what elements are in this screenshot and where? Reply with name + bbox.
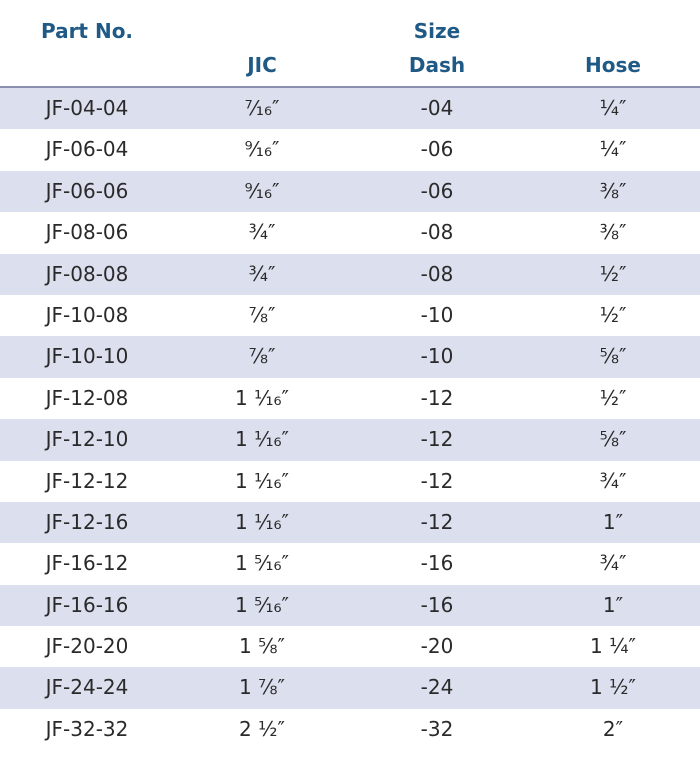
cell-hose: ⅜″	[599, 220, 627, 245]
cell-part-no: JF-06-06	[45, 178, 129, 203]
cell-hose: 1 ¼″	[590, 634, 636, 659]
cell-part-no: JF-32-32	[45, 716, 129, 741]
cell-dash: -12	[420, 509, 454, 534]
table-row	[0, 419, 700, 460]
cell-part-no: JF-06-04	[45, 137, 129, 162]
table-row	[0, 378, 700, 419]
cell-dash: -10	[420, 302, 454, 327]
cell-dash: -12	[420, 385, 454, 410]
cell-jic: 1 ⁵⁄₁₆″	[235, 551, 289, 576]
cell-part-no: JF-08-08	[45, 261, 129, 286]
cell-dash: -12	[420, 427, 454, 452]
cell-dash: -32	[420, 716, 454, 741]
cell-dash: -06	[420, 137, 454, 162]
cell-hose: ¾″	[599, 551, 627, 576]
cell-hose: 1″	[602, 592, 624, 617]
cell-part-no: JF-24-24	[45, 675, 129, 700]
header-dash: Dash	[408, 53, 466, 77]
cell-dash: -12	[420, 468, 454, 493]
table-row	[0, 585, 700, 626]
cell-jic: ⁷⁄₁₆″	[244, 96, 280, 120]
cell-part-no: JF-04-04	[45, 96, 129, 120]
cell-hose: ⅝″	[599, 427, 627, 452]
cell-dash: -08	[420, 220, 454, 245]
cell-jic: ¾″	[248, 220, 276, 245]
table-row	[0, 295, 700, 336]
cell-jic: 1 ¹⁄₁₆″	[235, 385, 289, 410]
cell-jic: 1 ¹⁄₁₆″	[235, 427, 289, 452]
cell-dash: -06	[420, 178, 454, 203]
cell-part-no: JF-10-08	[45, 302, 129, 327]
cell-part-no: JF-12-10	[45, 427, 129, 452]
cell-jic: 1 ¹⁄₁₆″	[235, 468, 289, 493]
cell-hose: ¼″	[599, 96, 627, 120]
header-jic: JIC	[247, 53, 277, 77]
cell-dash: -10	[420, 344, 454, 369]
cell-jic: 1 ¹⁄₁₆″	[235, 509, 289, 534]
table-row	[0, 543, 700, 584]
cell-hose: ½″	[599, 385, 627, 410]
cell-part-no: JF-08-06	[45, 220, 129, 245]
cell-hose: ⅜″	[599, 178, 627, 203]
header-hose: Hose	[585, 53, 641, 77]
cell-part-no: JF-12-12	[45, 468, 129, 493]
cell-jic: 2 ½″	[239, 716, 285, 741]
cell-part-no: JF-16-12	[45, 551, 129, 576]
cell-hose: ⅝″	[599, 344, 627, 369]
cell-hose: ¾″	[599, 468, 627, 493]
table-row	[0, 212, 700, 253]
cell-dash: -16	[420, 551, 454, 576]
cell-part-no: JF-20-20	[45, 634, 129, 659]
cell-hose: 2″	[602, 716, 624, 741]
cell-hose: 1 ½″	[590, 675, 636, 700]
table-header	[0, 0, 700, 88]
cell-jic: 1 ⅞″	[239, 675, 285, 700]
cell-jic: ⁹⁄₁₆″	[244, 137, 280, 162]
table-row	[0, 171, 700, 212]
cell-hose: ½″	[599, 261, 627, 286]
cell-part-no: JF-12-16	[45, 509, 129, 534]
table-row	[0, 336, 700, 377]
cell-hose: ¼″	[599, 137, 627, 162]
cell-part-no: JF-10-10	[45, 344, 129, 369]
table-row	[0, 129, 700, 170]
cell-hose: ½″	[599, 302, 627, 327]
cell-jic: ⅞″	[248, 344, 276, 369]
table-row	[0, 461, 700, 502]
table-row	[0, 626, 700, 667]
table-body	[0, 88, 700, 750]
cell-dash: -16	[420, 592, 454, 617]
table-row	[0, 88, 700, 129]
cell-jic: 1 ⁵⁄₁₆″	[235, 592, 289, 617]
cell-dash: -04	[420, 96, 454, 120]
cell-jic: 1 ⅝″	[239, 634, 285, 659]
table-row	[0, 502, 700, 543]
cell-part-no: JF-16-16	[45, 592, 129, 617]
cell-dash: -24	[420, 675, 454, 700]
cell-part-no: JF-12-08	[45, 385, 129, 410]
cell-dash: -08	[420, 261, 454, 286]
table-row	[0, 667, 700, 708]
table-row	[0, 709, 700, 750]
cell-jic: ⅞″	[248, 302, 276, 327]
table-row	[0, 254, 700, 295]
cell-hose: 1″	[602, 509, 624, 534]
header-part-no: Part No.	[40, 19, 134, 43]
cell-dash: -20	[420, 634, 454, 659]
cell-jic: ⁹⁄₁₆″	[244, 178, 280, 203]
header-size: Size	[413, 19, 461, 43]
cell-jic: ¾″	[248, 261, 276, 286]
